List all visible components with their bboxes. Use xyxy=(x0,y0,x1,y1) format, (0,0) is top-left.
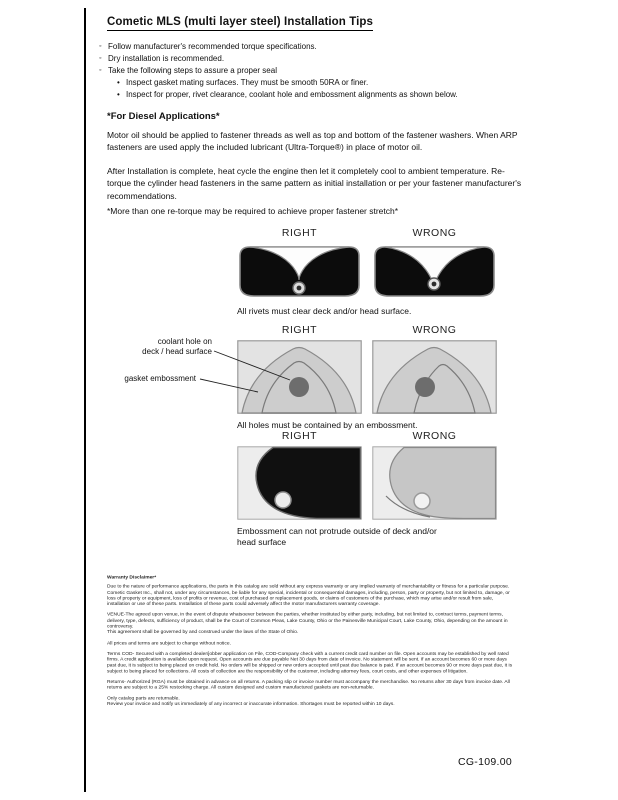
warranty-paragraph: Review your invoice and notify us immediately of any incorrect or inaccurate information. Shortages must be reported within 10 days. xyxy=(107,701,395,707)
warranty-paragraph: Returns- Authorized (RGA) must be obtained in advance on all returns. A packing slip or invoice number must accompany the merchandise. No returns after 30 days from invoice date. All returns are subject to a 25% restocking charge. All custom designed and custom manufactured gaskets are non-returnable. xyxy=(107,679,510,691)
right-label: RIGHT xyxy=(281,324,318,336)
warranty-disclaimer xyxy=(107,575,517,760)
diagram-panels xyxy=(237,243,499,300)
diagram-caption: All holes must be contained by an embossment. xyxy=(237,420,418,430)
rivets-right-illustration xyxy=(237,243,362,300)
tip-item-text: Follow manufacturer's recommended torque specifications. xyxy=(108,42,317,51)
wrong-label: WRONG xyxy=(412,324,457,336)
diagram-column-labels xyxy=(237,227,499,239)
warranty-heading: Warranty Disclaimer* xyxy=(107,575,157,580)
sub-tip-item-text: Inspect for proper, rivet clearance, coolant hole and embossment alignments as shown below. xyxy=(126,90,458,99)
motor-oil-paragraph: Motor oil should be applied to fastener threads as well as top and bottom of the fastener washers. When ARP fasteners are used apply the included lubricant (Ultra-Torque®) in place of motor oil. xyxy=(107,130,518,153)
embossment-wrong-illustration xyxy=(372,446,497,520)
filled-bullet-icon: • xyxy=(117,90,120,99)
diagram-caption: Embossment can not protrude outside of deck and/or head surface xyxy=(237,526,437,547)
tip-item-text: Dry installation is recommended. xyxy=(108,54,225,63)
tip-item-text: Take the following steps to assure a proper seal xyxy=(108,66,277,75)
diagram-column-labels xyxy=(237,430,499,442)
diagram-caption: All rivets must clear deck and/or head surface. xyxy=(237,306,412,316)
coolant-hole-circle xyxy=(415,377,435,397)
wrong-label: WRONG xyxy=(412,227,457,239)
annotation-text-line: coolant hole on xyxy=(157,337,212,346)
wrong-label: WRONG xyxy=(412,430,457,442)
diagram-panels xyxy=(237,446,499,520)
page-title: Cometic MLS (multi layer steel) Installation Tips xyxy=(107,16,373,31)
sub-tip-item xyxy=(99,77,559,89)
warranty-paragraph: Only catalog parts are returnable. xyxy=(107,695,180,701)
re-torque-note: *More than one re-torque may be required to achieve proper fastener stretch* xyxy=(107,206,399,216)
tip-item xyxy=(99,41,559,53)
annotation-leader-lines xyxy=(195,340,305,400)
gasket-embossment-annotation: gasket embossment xyxy=(124,374,196,383)
coolant-wrong-illustration xyxy=(372,340,497,414)
sub-tip-item xyxy=(99,89,559,101)
tip-item xyxy=(99,65,559,77)
diesel-applications-heading: *For Diesel Applications* xyxy=(107,111,220,122)
sub-tip-item-text: Inspect gasket mating surfaces. They must be smooth 50RA or finer. xyxy=(126,78,369,87)
diagram-group-embossment xyxy=(237,430,499,547)
open-bullet-icon: ◦ xyxy=(99,67,102,74)
warranty-paragraph: All prices and terms are subject to change without notice. xyxy=(107,640,231,646)
warranty-paragraph: Due to the nature of performance applications, the parts in this catalog are sold without any express warranty or any implied warranty of merchantability or fitness for a particular purpose. Cometic Gasket Inc., shall not, under any circumstances, be liable for any special, incidental or consequential damages, including, person, party or property, but not limited to, damage, or loss of property or equipment, loss of profits or revenue, cost of purchased or replacement goods, or claims of customers of the purchase, which may arise and/or result from sale, installation or use of these parts. Installation of these parts could adversely affect the motor manufacturers warranty coverage. xyxy=(107,584,510,607)
heat-cycle-paragraph: After Installation is complete, heat cycle the engine then let it completely cool to ambient temperature. Re-torque the cylinder head fasteners in the same pattern as initial installation or per your fastener manufacturer's recommendations. xyxy=(107,166,522,201)
open-bullet-icon: ◦ xyxy=(99,55,102,62)
tip-item xyxy=(99,53,559,65)
warranty-paragraph: Terms COD- Secured with a completed dealer/jobber application on File, COD-Company check with a current credit card number on file. Open accounts may be established by well rated firms. A credit application is available upon request. Open accounts are due payable Net 30 days from date of invoice. No statement will be sent. If an account becomes 60 or more days past due, it is subject to being placed on credit hold. No orders will be shipped or new orders accepted until past due balance is paid. If an account becomes 90 or more days past due, it is subject to being placed for collections. All costs of collection are the responsibility of the customer, including attorney fees, court costs, and other expenses of litigation. xyxy=(107,651,513,674)
right-label: RIGHT xyxy=(281,430,318,442)
diagram-column-labels xyxy=(237,324,499,336)
bolt-hole-circle xyxy=(414,493,430,509)
rivets-wrong-illustration xyxy=(372,243,497,300)
warranty-paragraph: VENUE-The agreed upon venue, in the event of dispute whatsoever between the parties, whether instituted by either party, including, but not limited to, contract terms, payment terms, delivery, type, defects, sufficiency of product, shall be the Court of Common Pleas, Lake County, Ohio or the Painesville Municipal Court, Lake County, Ohio, depending on the amount in controversy. xyxy=(107,612,508,629)
annotation-text-line: deck / head surface xyxy=(142,346,212,356)
diagram-group-rivets xyxy=(237,227,499,317)
embossment-right-illustration xyxy=(237,446,362,520)
warranty-paragraph: This agreement shall be governed by and construed under the laws of the State of Ohio. xyxy=(107,629,299,635)
installation-tips-list xyxy=(99,41,559,101)
page-number: CG-109.00 xyxy=(457,756,512,768)
open-bullet-icon: ◦ xyxy=(99,43,102,50)
bolt-hole-circle xyxy=(275,492,291,508)
right-label: RIGHT xyxy=(281,227,318,239)
left-margin-rule xyxy=(84,8,86,792)
filled-bullet-icon: • xyxy=(117,78,120,87)
